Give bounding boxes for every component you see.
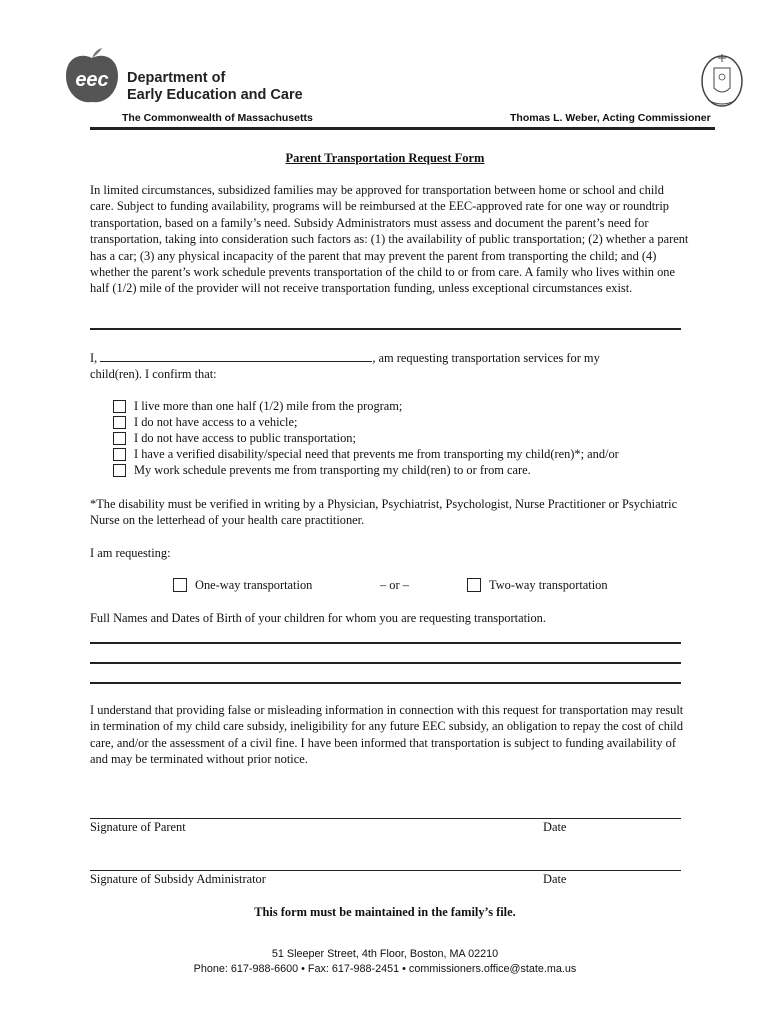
one-way-label: One-way transportation (195, 578, 313, 592)
checkbox-row (113, 446, 619, 462)
header-divider (90, 127, 715, 130)
request-suffix: , am requesting transportation services for my (372, 351, 600, 365)
children-label: Full Names and Dates of Birth of your children for whom you are requesting transportation. (90, 611, 546, 625)
parent-name-field[interactable] (100, 349, 372, 362)
request-line-2: child(ren). I confirm that: (90, 367, 217, 382)
section-divider (90, 328, 681, 330)
form-title: Parent Transportation Request Form (285, 151, 485, 165)
checkbox-row (113, 430, 356, 446)
footer (0, 947, 770, 977)
two-way-checkbox[interactable] (467, 578, 481, 592)
one-way-option (173, 577, 312, 593)
no-vehicle-checkbox[interactable] (113, 416, 126, 429)
footer-contact: Phone: 617-988-6600 • Fax: 617-988-2451 • commissioners.office@state.ma.us (193, 963, 577, 975)
commissioner-name: Thomas L. Weber, Acting Commissioner (510, 112, 711, 124)
parent-signature-label: Signature of Parent (90, 820, 186, 834)
work-schedule-checkbox[interactable] (113, 464, 126, 477)
checkbox-label: I do not have access to public transportation; (134, 431, 356, 445)
request-prefix: I, (90, 351, 101, 365)
checkbox-label: My work schedule prevents me from transporting my child(ren) to or from care. (134, 463, 531, 477)
admin-signature-label: Signature of Subsidy Administrator (90, 872, 266, 886)
parent-date-label: Date (543, 820, 567, 834)
one-way-checkbox[interactable] (173, 578, 187, 592)
attestation-paragraph: I understand that providing false or misleading information in connection with this request for transportation may result in termination of my child care subsidy, ineligibility for any future EEC subsidy, an obligation to repay the cost of child care, and/or the assessment of a civil fine. I have been informed that transportation is subject to funding availability of and may be terminated without prior notice. (90, 703, 684, 767)
checkbox-row (113, 414, 297, 430)
checkbox-label: I have a verified disability/special need that prevents me from transporting my child(ren)*; and/or (134, 447, 619, 461)
two-way-label: Two-way transportation (489, 578, 608, 592)
two-way-option (467, 577, 608, 593)
children-line-1[interactable] (90, 642, 681, 644)
checkbox-row (113, 398, 402, 414)
or-separator: – or – (380, 578, 409, 592)
no-public-transport-checkbox[interactable] (113, 432, 126, 445)
state-seal (694, 48, 750, 110)
checkbox-label: I do not have access to a vehicle; (134, 415, 298, 429)
maintain-note: This form must be maintained in the family’s file. (254, 905, 516, 919)
disability-checkbox[interactable] (113, 448, 126, 461)
eec-logo (62, 48, 122, 106)
checkbox-row (113, 462, 531, 478)
dept-line-1: Department of (127, 70, 226, 86)
department-name (127, 70, 303, 104)
children-line-2[interactable] (90, 662, 681, 664)
distance-checkbox[interactable] (113, 400, 126, 413)
request-statement (90, 349, 690, 383)
footer-address: 51 Sleeper Street, 4th Floor, Boston, MA 02210 (271, 948, 499, 960)
children-line-3[interactable] (90, 682, 681, 684)
requesting-label: I am requesting: (90, 546, 171, 560)
logo-text: eec (75, 69, 109, 91)
state-name: The Commonwealth of Massachusetts (122, 112, 313, 124)
admin-date-label: Date (543, 872, 567, 886)
parent-signature-line[interactable] (90, 818, 681, 819)
disability-note: *The disability must be verified in writing by a Physician, Psychiatrist, Psychologist, Nurse Practitioner or Psychiatric Nurse on the letterhead of your health care practitioner. (90, 497, 678, 528)
checkbox-label: I live more than one half (1/2) mile from the program; (134, 399, 403, 413)
admin-signature-line[interactable] (90, 870, 681, 871)
dept-line-2: Early Education and Care (127, 87, 303, 103)
intro-paragraph: In limited circumstances, subsidized families may be approved for transportation between home or school and child care. Subject to funding availability, programs will be reimbursed at the EEC-approved rate for one way or roundtrip transportation, based on a family’s need. Subsidy Administrators must assess and document the parent’s need for transportation, taking into consideration such factors as: (1) the availability of public transportation; (2) whether a parent has a car; (3) any physical incapacity of the parent that may prevent the parent from transporting the child; and (4) whether the parent’s work schedule prevents transportation of the child to or from care. A family who lives within one half (1/2) mile of the provider will not receive transportation funding, unless exceptional circumstances exist. (90, 183, 689, 296)
